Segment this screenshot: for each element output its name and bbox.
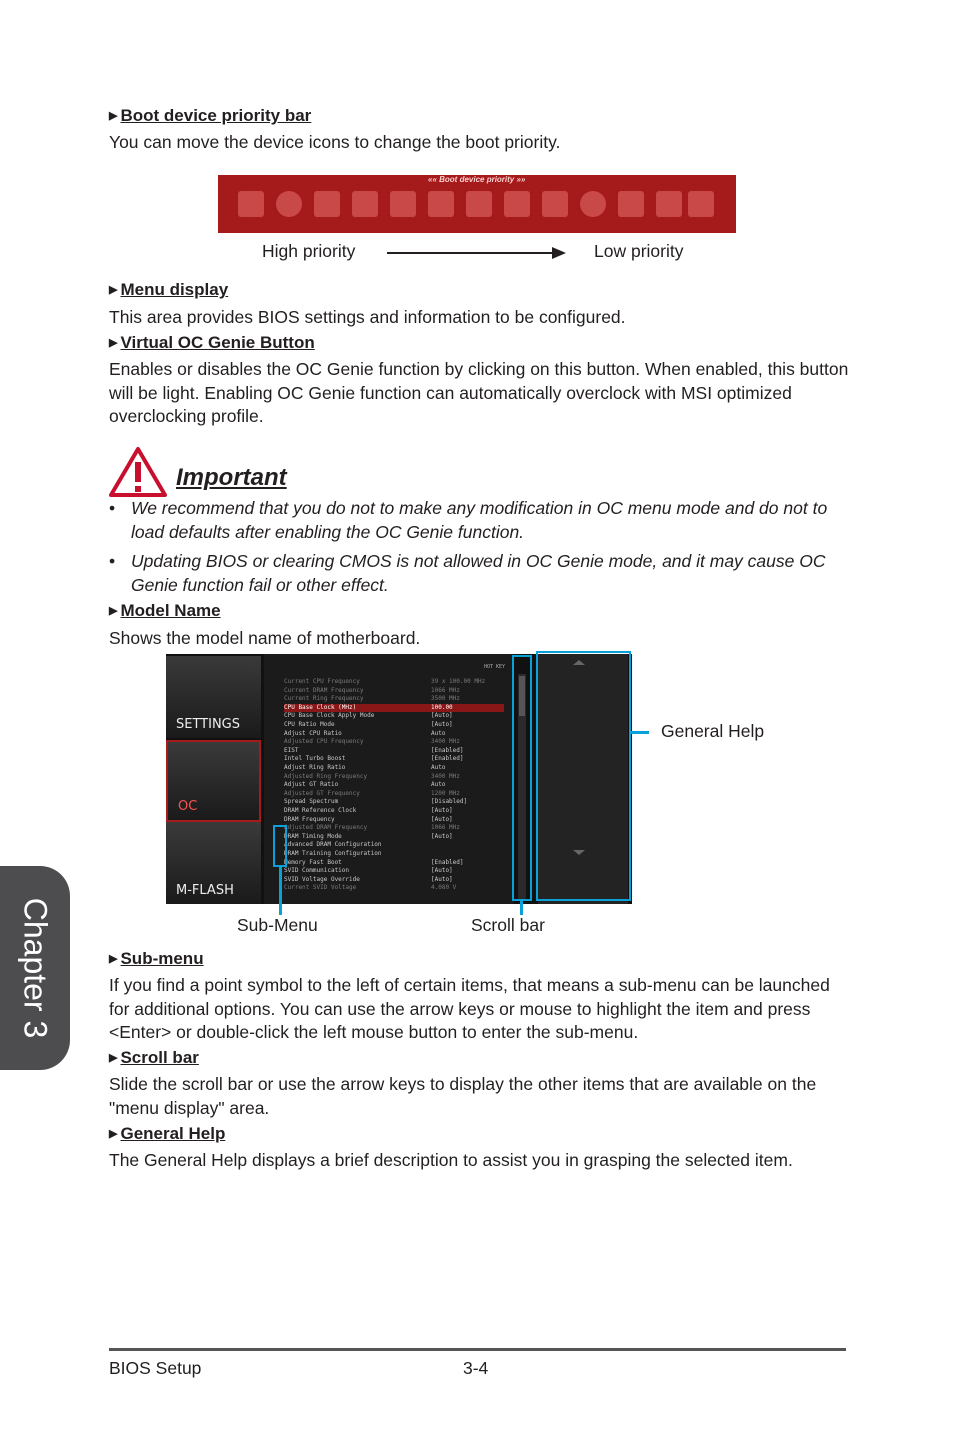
bios-menu-item-label: Current Ring Frequency bbox=[284, 695, 364, 703]
bios-menu-item-label: Adjusted DRAM Frequency bbox=[284, 824, 368, 832]
low-priority-label: Low priority bbox=[594, 241, 684, 261]
usb-icon bbox=[314, 191, 340, 217]
bios-menu-row[interactable] bbox=[284, 850, 504, 858]
section-heading-genie: ▶ Virtual OC Genie Button bbox=[109, 333, 315, 352]
bios-menu-row[interactable] bbox=[284, 859, 504, 867]
general-help-label: General Help bbox=[661, 721, 765, 741]
usb-icon bbox=[504, 191, 530, 217]
section-heading-model: ▶ Model Name bbox=[109, 601, 221, 620]
bios-menu-item-label: CPU Base Clock Apply Mode bbox=[284, 712, 375, 720]
settings-tab-label: SETTINGS bbox=[176, 717, 241, 732]
bios-menu-item-value: 39 x 100.00 MHz bbox=[431, 678, 486, 685]
m-flash-tab bbox=[166, 822, 261, 904]
bios-menu-item-label: Adjusted GT Frequency bbox=[284, 789, 360, 797]
bullet: • bbox=[109, 498, 116, 518]
bios-menu-item-label: Adjusted CPU Frequency bbox=[284, 738, 364, 746]
hdd-icon bbox=[238, 191, 264, 217]
bios-menu-item-label: Memory Fast Boot bbox=[284, 858, 342, 866]
priority-arrow-line bbox=[387, 252, 557, 254]
settings-tab bbox=[166, 656, 261, 738]
bios-menu-item-value: 1066 MHz bbox=[431, 686, 460, 694]
bios-menu-row[interactable] bbox=[284, 747, 504, 755]
general-help-callout-line bbox=[631, 731, 649, 734]
bios-menu-item-label: Spread Spectrum bbox=[284, 798, 339, 806]
section-text-help: The General Help displays a brief description to assist you in grasping the selected item. bbox=[109, 1150, 793, 1170]
bios-menu-item-label: Adjusted Ring Frequency bbox=[284, 772, 368, 780]
bios-menu-item-value: [Auto] bbox=[431, 875, 453, 883]
bios-menu-row[interactable] bbox=[284, 730, 504, 738]
floppy-icon bbox=[428, 191, 454, 217]
section-heading-boot: ▶ Boot device priority bar bbox=[109, 106, 312, 125]
section-heading-scroll: ▶ Scroll bar bbox=[109, 1048, 199, 1067]
hdd-icon bbox=[542, 191, 568, 217]
bios-menu-row[interactable] bbox=[284, 807, 504, 815]
bios-menu-item-label: Intel Turbo Boost bbox=[284, 755, 346, 763]
bios-menu-item-value: Auto bbox=[431, 729, 446, 737]
section-text-boot: You can move the device icons to change the boot priority. bbox=[109, 132, 561, 152]
bios-menu-item-value: 3400 MHz bbox=[431, 772, 460, 780]
bios-menu-item-value: Auto bbox=[431, 781, 446, 789]
usb-icon bbox=[656, 191, 682, 217]
bios-menu-item-label: Adjust CPU Ratio bbox=[284, 729, 342, 737]
sub-menu-callout-box bbox=[273, 825, 287, 867]
oc-tab-label: OC bbox=[178, 799, 198, 814]
bios-menu-row[interactable] bbox=[284, 704, 504, 712]
important-note bbox=[109, 550, 849, 598]
bios-menu-item-label: DRAM Timing Mode bbox=[284, 832, 342, 840]
bios-menu-row[interactable] bbox=[284, 781, 504, 789]
boot-device-priority-bar bbox=[218, 175, 736, 233]
section-text-model: Shows the model name of motherboard. bbox=[109, 628, 421, 648]
bios-menu-item-value: Auto bbox=[431, 764, 446, 771]
bios-menu-row[interactable] bbox=[284, 833, 504, 841]
m-flash-tab-label: M-FLASH bbox=[176, 883, 234, 898]
usb-icon bbox=[390, 191, 416, 217]
bios-menu-item-label: CPU Base Clock (MHz) bbox=[284, 703, 357, 711]
bios-menu-item-label: Current DRAM Frequency bbox=[284, 686, 364, 694]
bios-menu-item-value: [Enabled] bbox=[431, 746, 464, 754]
bios-menu-display bbox=[264, 654, 514, 904]
bios-menu-item-value: 3400 MHz bbox=[431, 738, 460, 746]
bios-menu-item-value: [Enabled] bbox=[431, 858, 464, 866]
bios-menu-item-label: Adjust GT Ratio bbox=[284, 781, 339, 789]
chapter-label: Chapter 3 bbox=[17, 897, 54, 1039]
bios-menu-item-label: EIST bbox=[284, 746, 299, 754]
bios-menu-item-value: [Auto] bbox=[431, 807, 453, 814]
important-note bbox=[109, 497, 849, 545]
bios-menu-row[interactable] bbox=[284, 712, 504, 720]
network-icon bbox=[688, 191, 714, 217]
bios-menu-item-value: [Disabled] bbox=[431, 798, 468, 806]
bios-menu-row[interactable] bbox=[284, 738, 504, 746]
important-note-text: We recommend that you do not to make any modification in OC menu mode and do not to load defaults after enabling the OC Genie function. bbox=[131, 498, 828, 542]
bios-menu-item-label: SVID Communication bbox=[284, 867, 350, 875]
boot-bar-header: «« Boot device priority »» bbox=[428, 175, 526, 184]
bios-menu-item-value: [Auto] bbox=[431, 712, 453, 720]
bios-menu-row[interactable] bbox=[284, 678, 504, 686]
bios-menu-row[interactable] bbox=[284, 824, 504, 832]
section-heading-submenu: ▶ Sub-menu bbox=[109, 949, 204, 968]
disc-icon bbox=[276, 191, 302, 217]
bios-menu-item-label: CPU Ratio Mode bbox=[284, 721, 335, 728]
bios-menu-item-label: DRAM Reference Clock bbox=[284, 807, 357, 814]
sub-menu-label: Sub-Menu bbox=[237, 915, 318, 935]
bios-menu-row[interactable] bbox=[284, 867, 504, 875]
bios-menu-item-value: [Enabled] bbox=[431, 755, 464, 763]
bios-menu-row[interactable] bbox=[284, 755, 504, 763]
section-text-submenu: If you find a point symbol to the left of certain items, that means a sub-menu can be launched for additional options. You can use the arrow keys or mouse to highlight the item and press <Enter> or double-click the left mouse button to enter the sub-menu. bbox=[109, 975, 830, 1042]
hot-key-label: HOT KEY bbox=[484, 664, 506, 670]
bios-menu-item-label: Current CPU Frequency bbox=[284, 678, 360, 685]
bios-menu-row[interactable] bbox=[284, 884, 504, 892]
high-priority-label: High priority bbox=[262, 241, 356, 261]
bios-menu-row[interactable] bbox=[284, 773, 504, 781]
chapter-tab bbox=[0, 866, 70, 1070]
bios-menu-item-label: SVID Voltage Override bbox=[284, 875, 360, 883]
bios-menu-row[interactable] bbox=[284, 816, 504, 824]
bios-menu-item-label: Advanced DRAM Configuration bbox=[284, 841, 382, 849]
sub-menu-callout-line bbox=[279, 867, 282, 915]
footer-title: BIOS Setup bbox=[109, 1358, 202, 1378]
bios-menu-item-value: 100.00 bbox=[431, 703, 453, 711]
bios-menu-row[interactable] bbox=[284, 790, 504, 798]
bios-menu-item-value: [Auto] bbox=[431, 832, 453, 840]
bios-menu-item-label: DRAM Training Configuration bbox=[284, 850, 382, 857]
oc-tab bbox=[166, 740, 261, 822]
footer-divider bbox=[109, 1348, 846, 1351]
scroll-bar-callout-line bbox=[520, 901, 523, 915]
scroll-bar-label: Scroll bar bbox=[471, 915, 545, 935]
arrow-right-icon bbox=[552, 247, 566, 259]
bios-menu-row[interactable] bbox=[284, 687, 504, 695]
bios-menu-item-label: Adjust Ring Ratio bbox=[284, 764, 346, 771]
page-number: 3-4 bbox=[463, 1358, 489, 1378]
section-heading-help: ▶ General Help bbox=[109, 1124, 226, 1143]
bios-menu-item-value: 1066 MHz bbox=[431, 824, 460, 832]
bios-menu-item-label: DRAM Frequency bbox=[284, 815, 335, 823]
section-text-genie: Enables or disables the OC Genie function by clicking on this button. When enabled, this button will be light. Enabling OC Genie function can automatically overclock with MSI optimized overclocking profile. bbox=[109, 359, 849, 426]
bios-menu-item-label: Current SVID Voltage bbox=[284, 884, 357, 892]
warning-icon bbox=[108, 446, 168, 498]
scroll-bar-callout-box bbox=[512, 655, 532, 901]
bios-menu-row[interactable] bbox=[284, 876, 504, 884]
usb-icon bbox=[618, 191, 644, 217]
bios-menu-item-value: [Auto] bbox=[431, 721, 453, 728]
bios-menu-item-value: 4.080 V bbox=[431, 884, 457, 892]
bios-menu-row[interactable] bbox=[284, 695, 504, 703]
important-note-text: Updating BIOS or clearing CMOS is not allowed in OC Genie mode, and it may cause OC Genie function fail or other effect. bbox=[131, 551, 826, 595]
section-text-menu: This area provides BIOS settings and information to be configured. bbox=[109, 307, 626, 327]
usb-icon bbox=[466, 191, 492, 217]
section-heading-menu: ▶ Menu display bbox=[109, 280, 229, 299]
bullet: • bbox=[109, 551, 116, 571]
bios-menu-row[interactable] bbox=[284, 764, 504, 772]
bios-menu-item-value: 3500 MHz bbox=[431, 695, 460, 703]
bios-menu-row[interactable] bbox=[284, 798, 504, 806]
bios-menu-item-value: [Auto] bbox=[431, 867, 453, 875]
important-title: Important bbox=[176, 464, 287, 491]
bios-menu-item-value: 1200 MHz bbox=[431, 789, 460, 797]
section-text-scroll: Slide the scroll bar or use the arrow keys to display the other items that are available on the "menu display" area. bbox=[109, 1074, 817, 1118]
general-help-callout-box bbox=[536, 651, 631, 901]
bios-menu-row[interactable] bbox=[284, 841, 504, 849]
bios-menu-item-value: [Auto] bbox=[431, 815, 453, 823]
disc-icon bbox=[580, 191, 606, 217]
hdd-icon bbox=[352, 191, 378, 217]
bios-menu-row[interactable] bbox=[284, 721, 504, 729]
